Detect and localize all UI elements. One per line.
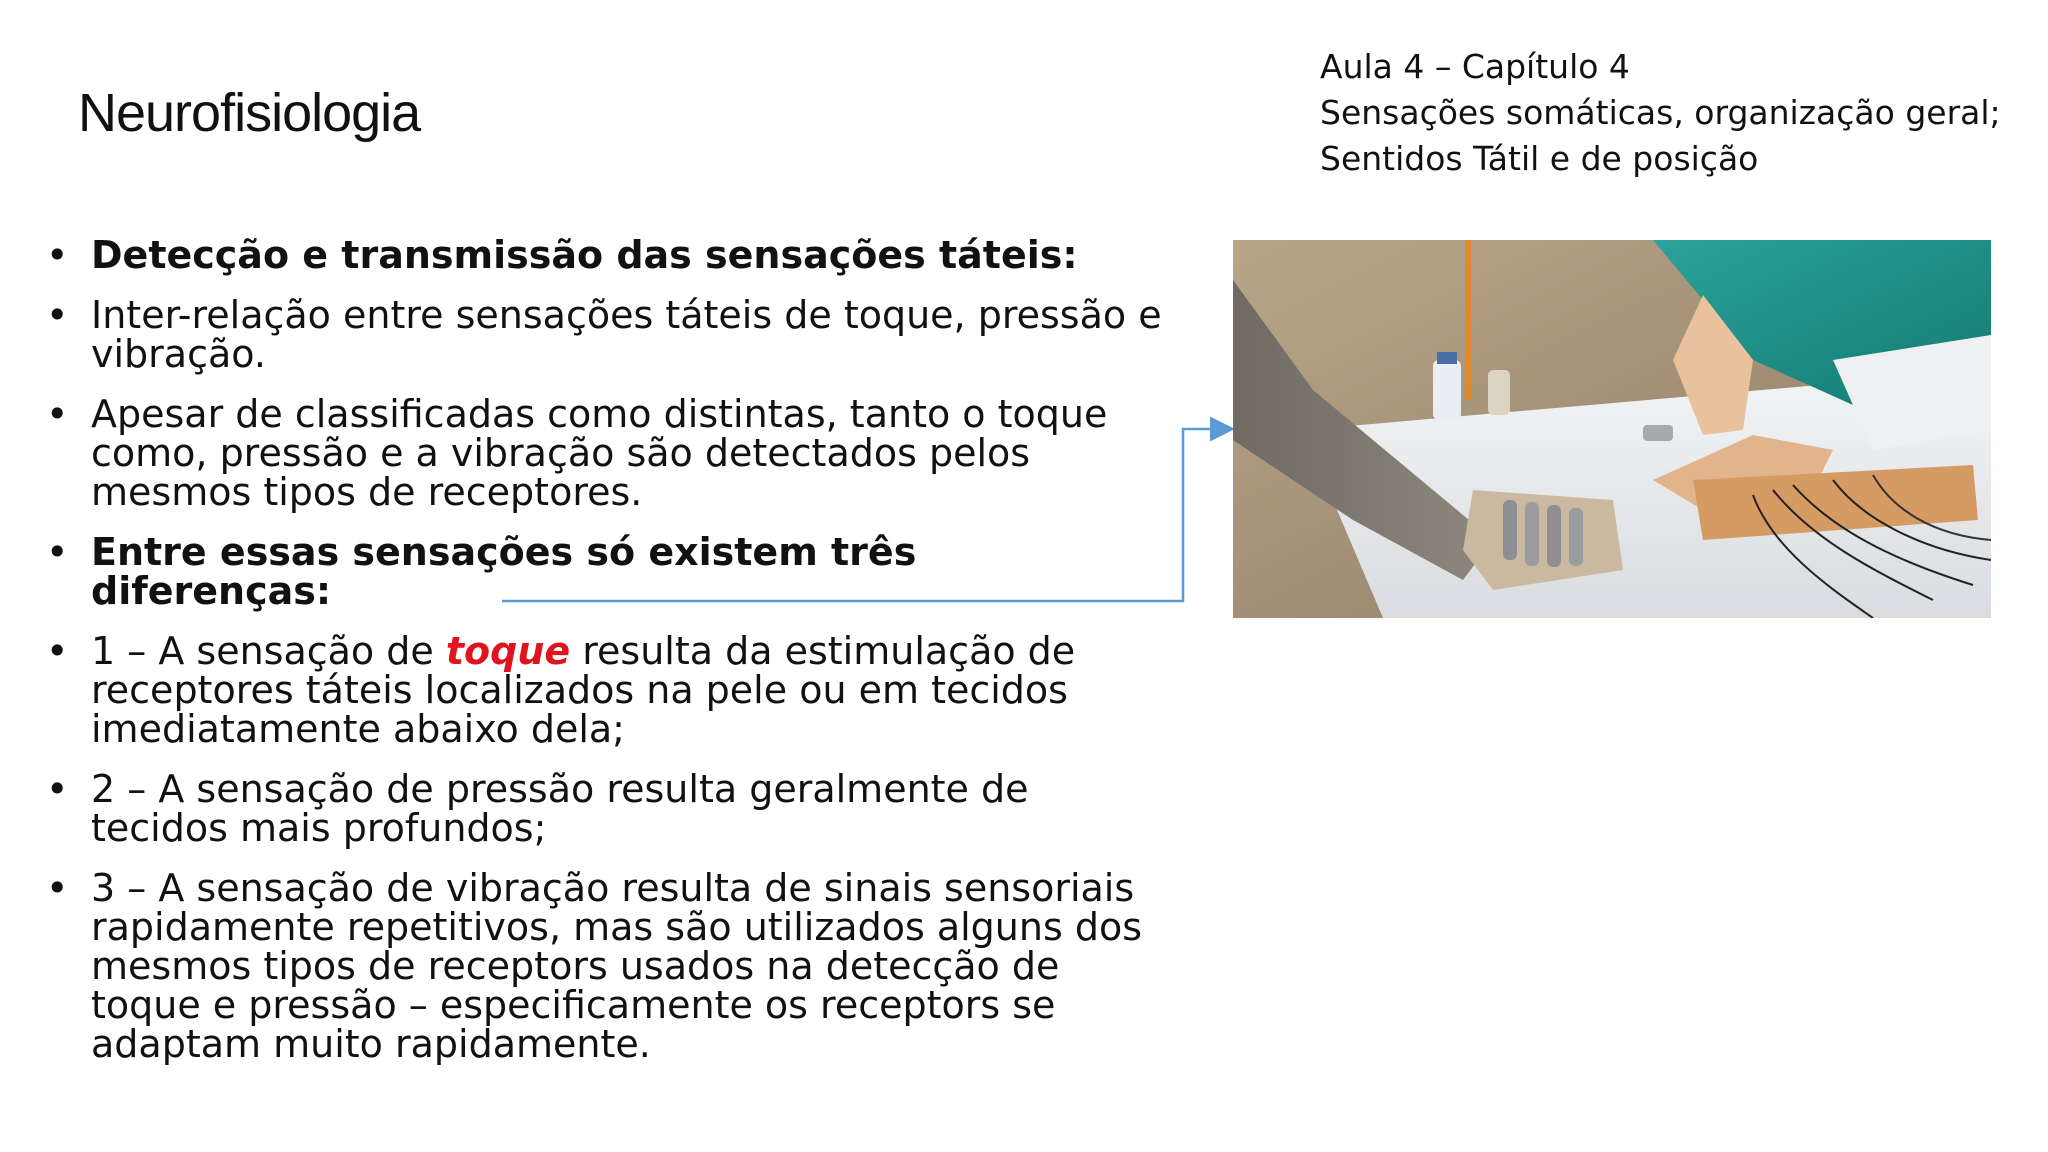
prosthetic-hand-photo bbox=[1233, 240, 1991, 618]
bullet-marker: • bbox=[46, 530, 69, 574]
bullet-text: Detecção e transmissão das sensações táteis: bbox=[91, 233, 1078, 277]
bullet-text-end: resulta da estimulação de receptores táteis localizados na pele ou em tecidos imediatamente abaixo dela; bbox=[91, 629, 1076, 751]
bullet-item bbox=[46, 629, 1166, 751]
bullet-item bbox=[46, 293, 1166, 376]
lecture-header-line: Sentidos Tátil e de posição bbox=[1320, 139, 1759, 178]
bullet-marker: • bbox=[46, 866, 69, 910]
bullet-marker: • bbox=[46, 767, 69, 811]
emphasis-word: toque bbox=[445, 629, 571, 673]
bullet-marker: • bbox=[46, 233, 69, 277]
bullet-text bbox=[91, 629, 1075, 751]
bullet-text: 3 – A sensação de vibração resulta de sinais sensoriais rapidamente repetitivos, mas são utilizados alguns dos mesmos tipos de receptors usados na detecção de toque e pressão – especificamente os receptors se adaptam muito rapidamente. bbox=[91, 866, 1143, 1066]
lecture-header-line: Aula 4 – Capítulo 4 bbox=[1320, 47, 1630, 86]
bullet-item bbox=[46, 530, 1166, 613]
lecture-header bbox=[1320, 44, 2001, 182]
bullet-item bbox=[46, 767, 1166, 850]
bullet-text: 2 – A sensação de pressão resulta geralmente de tecidos mais profundos; bbox=[91, 767, 1029, 850]
bullet-item bbox=[46, 392, 1166, 514]
bullet-text-start: 1 – A sensação de bbox=[91, 629, 446, 673]
bullet-text: Apesar de classificadas como distintas, tanto o toque como, pressão e a vibração são detectados pelos mesmos tipos de receptores. bbox=[91, 392, 1108, 514]
bullet-marker: • bbox=[46, 629, 69, 673]
lecture-header-line: Sensações somáticas, organização geral; bbox=[1320, 93, 2001, 132]
bullet-list bbox=[46, 233, 1166, 1085]
bullet-text: Inter-relação entre sensações táteis de toque, pressão e vibração. bbox=[91, 293, 1162, 376]
slide-title: Neurofisiologia bbox=[78, 83, 421, 143]
bullet-item bbox=[46, 233, 1166, 277]
bullet-text: Entre essas sensações só existem três diferenças: bbox=[91, 530, 917, 613]
bullet-item bbox=[46, 866, 1166, 1066]
bullet-marker: • bbox=[46, 392, 69, 436]
bullet-marker: • bbox=[46, 293, 69, 337]
